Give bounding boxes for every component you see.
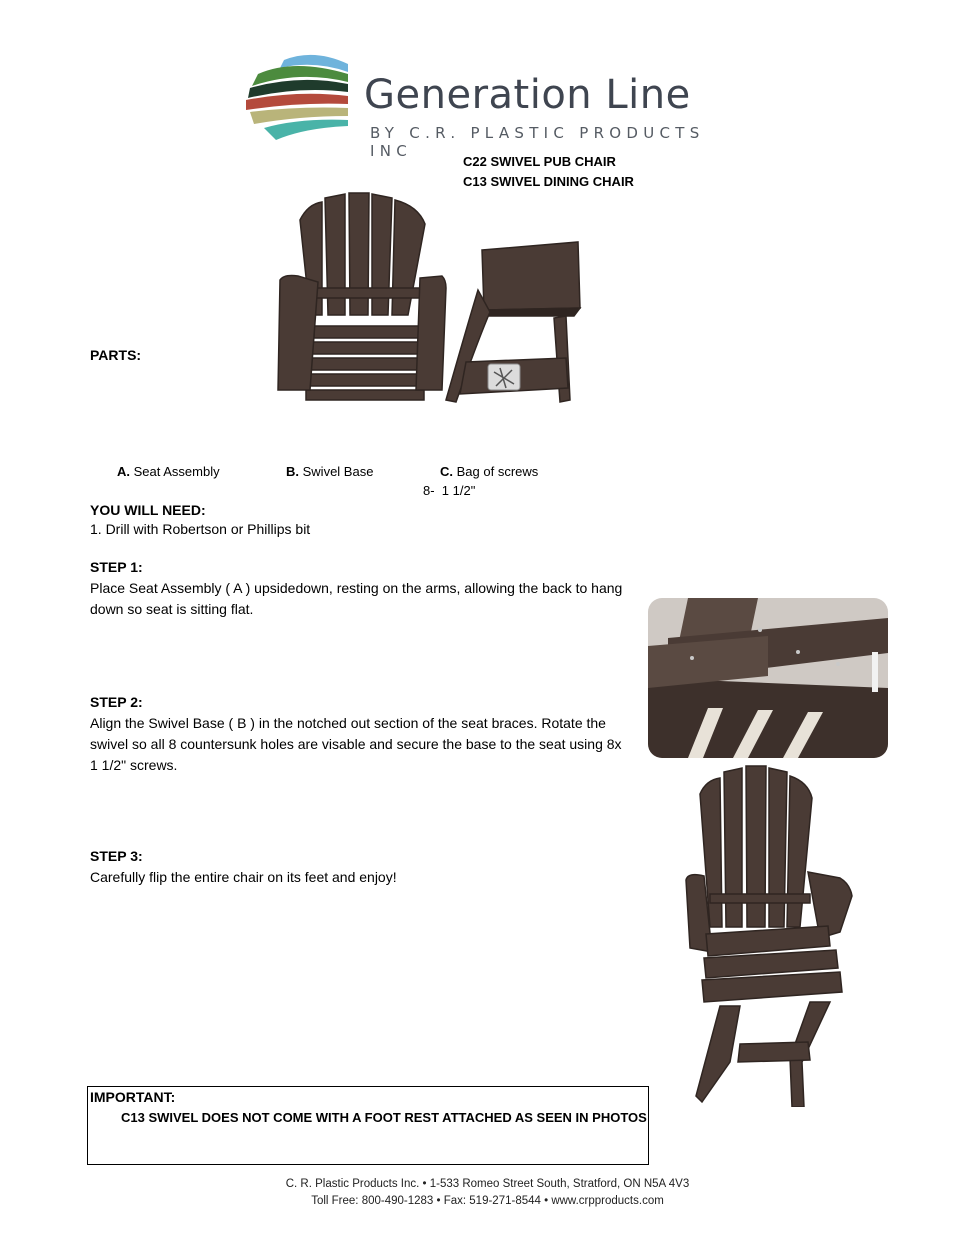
part-c-name: Bag of screws [456, 464, 539, 479]
step-2-photo [648, 598, 888, 758]
logo-mark-icon [244, 46, 354, 146]
need-heading: YOU WILL NEED: [90, 502, 206, 518]
step-2-line: 1 1/2" screws. [90, 757, 178, 773]
bag-of-screws-image [488, 364, 520, 390]
logo-wordmark: Generation Line [364, 72, 691, 118]
step-1-text [90, 578, 650, 620]
part-a [117, 464, 220, 479]
screw-note: 8- 1 1/2" [423, 483, 476, 498]
brand-logo [244, 46, 734, 160]
part-b-name: Swivel Base [302, 464, 374, 479]
part-b-letter: B. [286, 464, 299, 479]
step-3-line: Carefully flip the entire chair on its feet and enjoy! [90, 869, 397, 885]
parts-photo [270, 190, 590, 415]
step-3-heading: STEP 3: [90, 848, 143, 864]
important-heading: IMPORTANT: [90, 1089, 176, 1105]
step-1-heading: STEP 1: [90, 559, 143, 575]
important-notice [87, 1086, 649, 1165]
product-title-c22: C22 SWIVEL PUB CHAIR [463, 154, 616, 169]
step-1-line: Place Seat Assembly ( A ) upsidedown, resting on the arms, allowing the back to hang [90, 580, 623, 596]
finished-chair-photo [680, 762, 890, 1107]
part-c [440, 464, 538, 479]
footer-address: C. R. Plastic Products Inc. • 1-533 Romeo Street South, Stratford, ON N5A 4V3 [285, 1178, 690, 1190]
parts-heading: PARTS: [90, 347, 142, 363]
part-c-letter: C. [440, 464, 453, 479]
step-2-text [90, 713, 650, 776]
part-b [286, 464, 373, 479]
logo-tagline: BY C.R. PLASTIC PRODUCTS INC [370, 124, 705, 160]
step-2-line: swivel so all 8 countersunk holes are visable and secure the base to the seat using 8x [90, 736, 622, 752]
footer-contact: Toll Free: 800-490-1283 • Fax: 519-271-8544 • www.crpproducts.com [311, 1195, 664, 1207]
step-2-heading: STEP 2: [90, 694, 143, 710]
product-title-c13: C13 SWIVEL DINING CHAIR [463, 174, 634, 189]
seat-assembly-image [278, 193, 446, 400]
step-1-line: down so seat is sitting flat. [90, 601, 254, 617]
need-item: 1. Drill with Robertson or Phillips bit [90, 521, 311, 537]
part-a-letter: A. [117, 464, 130, 479]
important-text: C13 SWIVEL DOES NOT COME WITH A FOOT REST ATTACHED AS SEEN IN PHOTOS [121, 1110, 647, 1125]
part-a-name: Seat Assembly [133, 464, 220, 479]
step-3-text [90, 867, 650, 888]
step-2-line: Align the Swivel Base ( B ) in the notched out section of the seat braces. Rotate the [90, 715, 606, 731]
